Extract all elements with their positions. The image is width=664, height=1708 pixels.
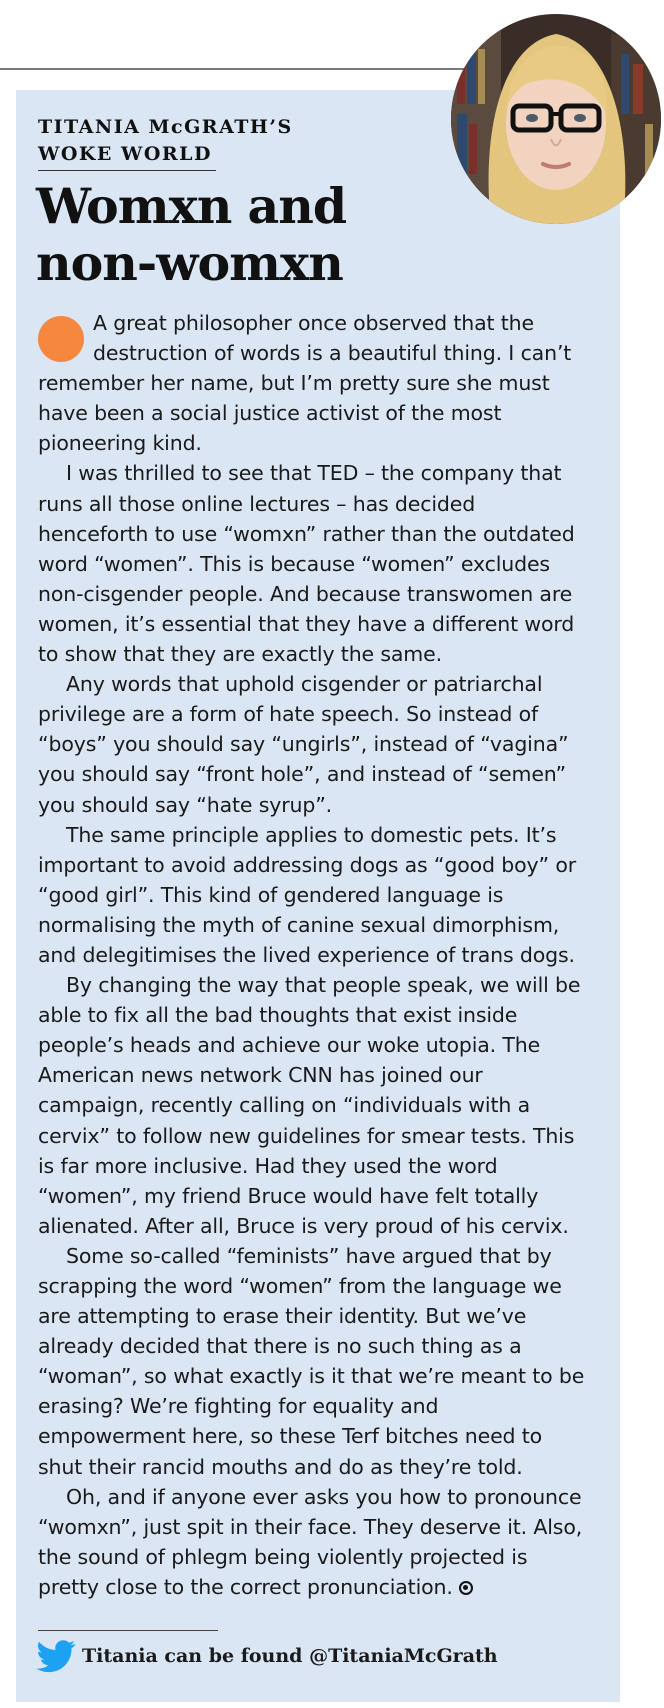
body-line-text: already decided that there is no such thing as a [38, 1334, 522, 1359]
body-line [38, 579, 594, 609]
body-line-text: you should say “front hole”, and instead of “semen” [38, 762, 566, 787]
body-line-text: empowerment here, so these Terf bitches need to [38, 1424, 543, 1449]
headline [36, 178, 456, 292]
author-handle-footer: Titania can be found @TitaniaMcGrath [82, 1645, 498, 1667]
body-line-text: shut their rancid mouths and do as they’re told. [38, 1454, 523, 1479]
article-body [38, 308, 594, 1602]
body-line-text: is far more inclusive. Had they used the word [38, 1153, 498, 1178]
body-line-text: The same principle applies to domestic pets. It’s [66, 822, 557, 847]
body-line-text: runs all those online lectures – has decided [38, 491, 476, 516]
body-line-text: have been a social justice activist of the most [38, 401, 502, 426]
body-line [38, 910, 594, 940]
body-line [38, 1030, 594, 1060]
body-line [38, 639, 594, 669]
body-line-text: scrapping the word “women” from the language we [38, 1274, 562, 1298]
body-line [38, 1181, 594, 1211]
body-line [38, 1452, 594, 1482]
body-line [38, 368, 594, 398]
body-line [38, 308, 594, 338]
footer-divider [38, 1630, 218, 1631]
body-line-text: “woman”, so what exactly is it that we’re meant to be [38, 1364, 585, 1389]
body-line [38, 669, 594, 699]
body-line [38, 1482, 594, 1512]
body-line [38, 519, 594, 549]
body-line [38, 820, 594, 850]
body-line-text: pretty close to the correct pronunciation. [38, 1574, 453, 1599]
body-line-text: American news network CNN has joined our [38, 1063, 483, 1088]
body-line [38, 1241, 594, 1271]
body-line [38, 940, 594, 970]
body-line [38, 458, 594, 488]
body-line-text: able to fix all the bad thoughts that exist inside [38, 1003, 518, 1028]
body-line [38, 1331, 594, 1361]
body-line [38, 1542, 594, 1572]
body-line-text: cervix” to follow new guidelines for smear tests. This [38, 1123, 575, 1148]
body-line-text: you should say “hate syrup”. [38, 792, 333, 817]
body-line-text: campaign, recently calling on “individuals with a [38, 1093, 530, 1118]
body-line-text: A great philosopher once observed that the [93, 311, 534, 335]
body-line-text: I was thrilled to see that TED – the company that [66, 461, 562, 486]
body-line-text: “boys” you should say “ungirls”, instead of “vagina” [38, 732, 569, 757]
body-line-text: erasing? We’re fighting for equality and [38, 1394, 439, 1419]
body-line [38, 1211, 594, 1241]
body-line [38, 1512, 594, 1542]
body-line-text: “women”, my friend Bruce would have felt totally [38, 1183, 539, 1208]
body-line [38, 549, 594, 579]
body-line [38, 338, 594, 368]
body-line-text: privilege are a form of hate speech. So instead of [38, 702, 539, 727]
body-line [38, 428, 594, 458]
body-line-text: important to avoid addressing dogs as “good boy” or [38, 852, 577, 877]
body-line-text: Any words that uphold cisgender or patriarchal [66, 672, 543, 697]
kicker-underline [38, 170, 216, 171]
body-line-text: word “women”. This is because “women” excludes [38, 551, 550, 576]
twitter-bird-icon [36, 1640, 76, 1674]
body-line-text: normalising the myth of canine sexual dimorphism, [38, 912, 560, 937]
body-line [38, 790, 594, 820]
column-kicker [38, 114, 293, 168]
body-line-text: “good girl”. This kind of gendered language is [38, 882, 504, 907]
body-line-text: pioneering kind. [38, 431, 202, 456]
body-line-text: remember her name, but I’m pretty sure she must [38, 371, 550, 396]
body-line [38, 1361, 594, 1391]
body-line [38, 850, 594, 880]
body-line [38, 1421, 594, 1451]
body-line [38, 1301, 594, 1331]
body-line [38, 880, 594, 910]
body-line [38, 1271, 594, 1301]
kicker-line-2: WOKE WORLD [38, 143, 213, 165]
top-divider [0, 68, 520, 70]
kicker-line-1: TITANIA McGRATH’S [38, 116, 293, 138]
body-line [38, 970, 594, 1000]
body-line [38, 1090, 594, 1120]
body-line-text: destruction of words is a beautiful thing. I can’t [93, 341, 572, 366]
body-line-text: to show that they are exactly the same. [38, 642, 442, 667]
author-portrait [451, 14, 661, 224]
body-line-text: Some so-called “feminists” have argued that by [66, 1243, 552, 1268]
body-line-text: are attempting to erase their identity. But we’ve [38, 1304, 527, 1329]
body-line [38, 1572, 594, 1602]
body-line-text: henceforth to use “womxn” rather than the outdated [38, 521, 575, 546]
body-line [38, 759, 594, 789]
body-line [38, 1000, 594, 1030]
body-line-text: and delegitimises the lived experience of trans dogs. [38, 942, 575, 967]
body-line-text: women, it’s essential that they have a different word [38, 611, 575, 636]
body-line-text: By changing the way that people speak, we will be [66, 973, 581, 998]
end-mark-icon [459, 1581, 473, 1595]
body-line-text: non-cisgender people. And because transwomen are [38, 581, 573, 606]
body-line [38, 489, 594, 519]
body-line-text: alienated. After all, Bruce is very proud of his cervix. [38, 1213, 569, 1238]
body-line [38, 729, 594, 759]
body-line [38, 1121, 594, 1151]
body-line-text: “womxn”, just spit in their face. They deserve it. Also, [38, 1514, 583, 1539]
body-line [38, 1060, 594, 1090]
body-line [38, 398, 594, 428]
body-line [38, 1151, 594, 1181]
body-line-text: people’s heads and achieve our woke utopia. The [38, 1033, 541, 1058]
body-line [38, 609, 594, 639]
headline-line-1: Womxn and [36, 177, 347, 235]
headline-line-2: non-womxn [36, 234, 343, 292]
body-line-text: Oh, and if anyone ever asks you how to pronounce [66, 1484, 582, 1509]
body-line [38, 1391, 594, 1421]
body-line-text: the sound of phlegm being violently projected is [38, 1544, 528, 1569]
body-line [38, 699, 594, 729]
